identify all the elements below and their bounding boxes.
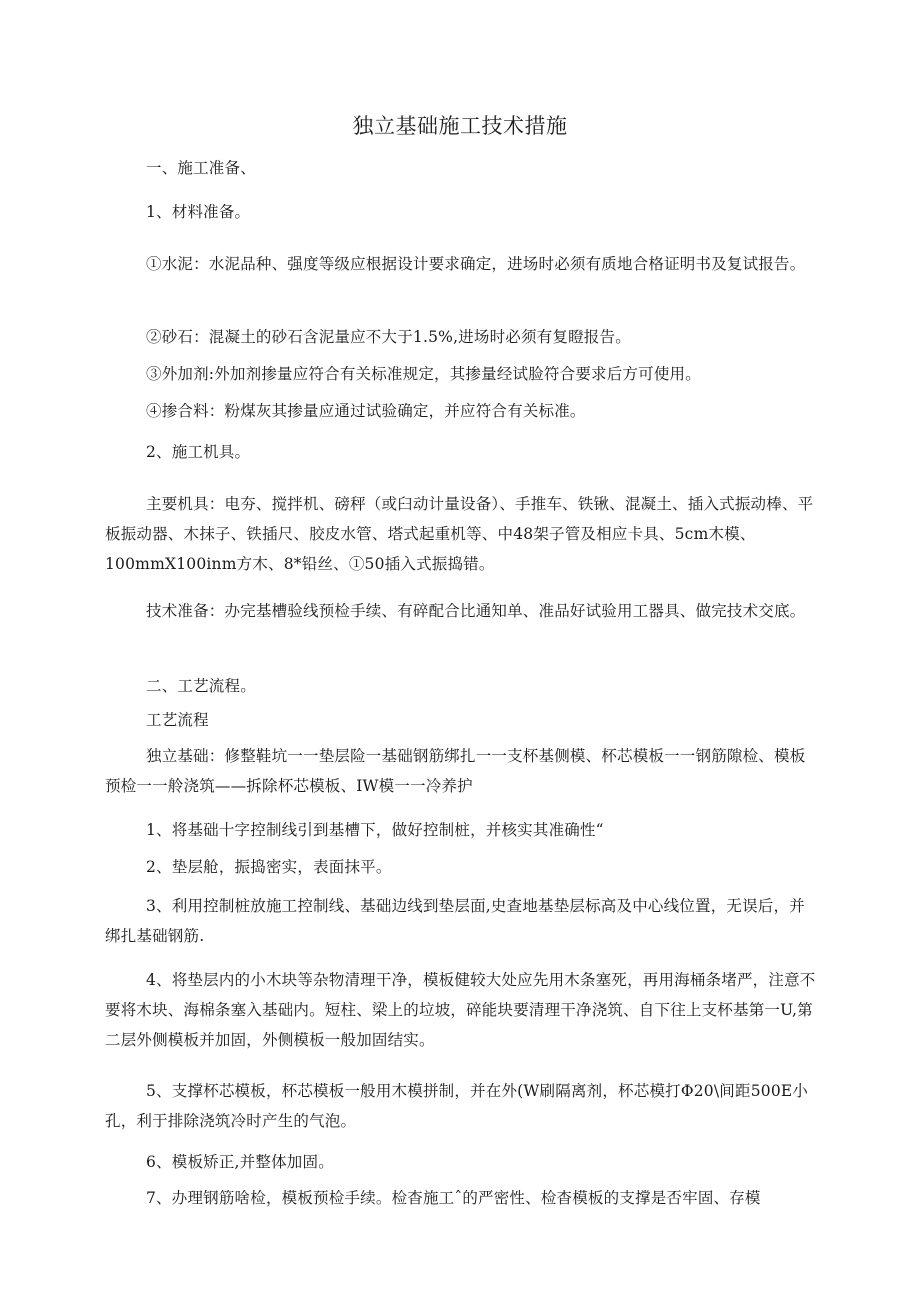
document-title: 独立基础施工技术措施 — [352, 114, 568, 138]
step-2: 2、垫层舱，振捣密实，表面抹平。 — [146, 858, 392, 876]
section-heading-process: 二、工艺流程。 — [146, 677, 256, 695]
step-3: 3、利用控制桩放施工控制线、基础边线到垫层面,史查地基垫层标高及中心线位置，无误后，并绑扎基础钢筋. — [105, 897, 805, 945]
paragraph-technical-preparation: 技术准备：办完基槽验线预检手续、有碎配合比通知单、准品好试验用工器具、做完技术交底。 — [146, 602, 806, 620]
paragraph-process-flow: 独立基础：修整鞋坑一一垫层险一基础钢筋绑扎一一支杯基侧模、杯芯模板一一钢筋隙检、模板预检一一舲浇筑——拆除杯芯模板、IW模一一冷养护 — [105, 747, 806, 795]
paragraph-cement: ①水泥：水泥品种、强度等级应根据设计要求确定，进场时必须有质地合格证明书及复试报告。 — [146, 255, 806, 273]
paragraph-fly-ash: ④掺合料：粉煤灰其掺量应通过试验确定，并应符合有关标准。 — [146, 402, 586, 420]
step-6: 6、模板矫正,并整体加固。 — [146, 1153, 334, 1171]
paragraph-admixture: ③外加剂:外加剂掺量应符合有关标准规定，其掺量经试脸符合要求后方可使用。 — [146, 365, 701, 383]
paragraph-main-tools: 主要机具：电夯、搅拌机、磅秤（或臼动计量设备）、手推车、铁锹、混凝土、插入式振动棒、平板振动器、木抹子、铁插尺、胶皮水管、塔式起重机等、中48架子管及相应卡具、5cm木模、100mmX100inm方木、8*铅丝、①50插入式振捣错。 — [105, 495, 814, 573]
step-7: 7、办理钢筋啥检，模板预检手续。检杳施工ˆ的严密性、检杳模板的支撑是否牢固、存模 — [146, 1189, 761, 1207]
step-1: 1、将基础十字控制线引到基槽下，做好控制桩，并核实其准确性“ — [146, 821, 604, 839]
step-5: 5、支撑杯芯模板，杯芯模板一般用木模拼制，并在外(W刷隔离剂，杯芯模打Φ20\间距500E小孔，利于排除浇筑冷时产生的气泡。 — [105, 1082, 809, 1130]
subsection-heading-tools: 2、施工机具。 — [146, 443, 251, 461]
subsection-heading-materials: 1、材料准备。 — [146, 203, 251, 221]
process-subheading: 工艺流程 — [146, 711, 209, 729]
paragraph-sand-stone: ②砂石：混凝土的砂石含泥量应不大于1.5%,进场时必须有复瞪报告。 — [146, 328, 631, 346]
section-heading-preparation: 一、施工准备、 — [146, 159, 256, 177]
step-4: 4、将垫层内的小木块等杂物清理干净，模板健较大处应先用木条塞死，再用海桶条堵严，注意不要将木块、海棉条塞入基础内。短柱、梁上的垃坡，碎能块要清理干净浇筑、自下往上支杯基第一U,第二层外侧模板并加固，外侧模板一般加固结实。 — [105, 971, 816, 1049]
